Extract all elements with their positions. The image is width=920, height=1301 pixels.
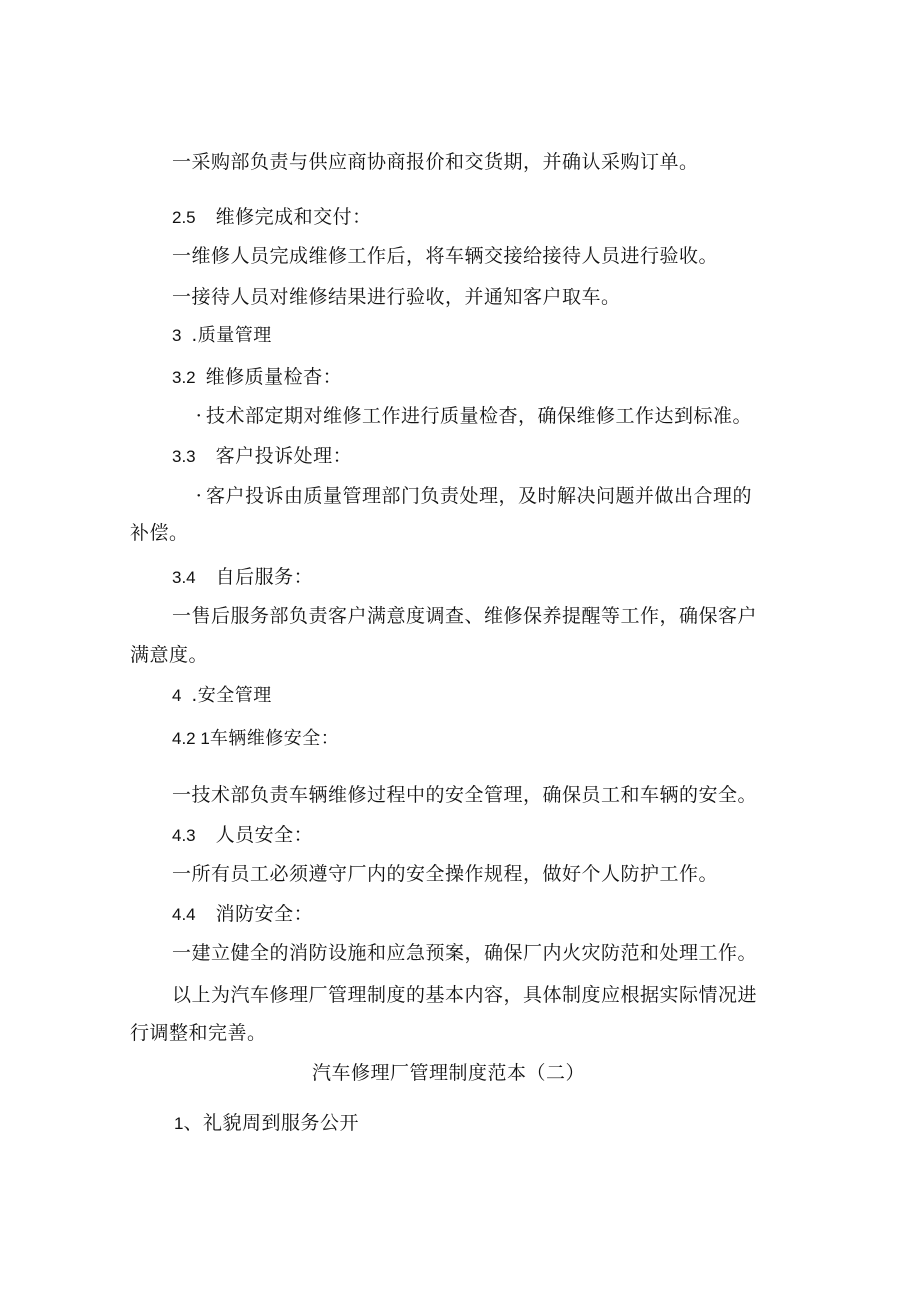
section-title: 、礼貌周到服务公开 — [183, 1112, 359, 1134]
text: 以上为汽车修理厂管理制度的基本内容，具体制度应根据实际情况进 — [172, 984, 758, 1006]
section-number: 1 — [174, 1114, 184, 1133]
text: 补偿。 — [130, 522, 189, 544]
section-number: 3.2 — [172, 368, 196, 387]
section-heading-4-2 — [172, 727, 339, 751]
paragraph-line — [130, 643, 208, 667]
title-text: 汽车修理厂管理制度范本（二） — [312, 1062, 586, 1084]
text: 一技术部负责车辆维修过程中的安全管理，确保员工和车辆的安全。 — [172, 784, 758, 806]
bullet-line — [192, 484, 752, 508]
bullet-dot: · — [195, 485, 203, 507]
section-title: 维修质量检杳： — [205, 366, 343, 388]
section-number: 2.5 — [172, 208, 196, 227]
section-heading-4-4 — [172, 902, 313, 927]
section-title: 自后服务： — [215, 566, 314, 588]
section-heading-3-3 — [172, 444, 352, 469]
text: 行调整和完善。 — [130, 1022, 267, 1044]
section-number: 3.4 — [172, 568, 196, 587]
section-title: 消防安全： — [215, 903, 314, 925]
text: 一采购部负责与供应商协商报价和交货期，并确认采购订单。 — [172, 151, 699, 173]
paragraph-line — [130, 1021, 267, 1045]
bullet-line — [192, 404, 752, 428]
paragraph-line — [172, 244, 718, 268]
section-title: 维修完成和交付： — [215, 206, 372, 228]
text: 一维修人员完成维修工作后，将车辆交接给接待人员进行验收。 — [172, 245, 719, 267]
text: 一接待人员对维修结果进行验收，并通知客户取车。 — [172, 286, 621, 308]
section-number: 3 — [172, 326, 182, 345]
text: 一售后服务部负责客户满意度调查、维修保养提醒等工作，确保客户 — [172, 605, 758, 627]
paragraph-line — [172, 941, 757, 965]
section-heading-4-3 — [172, 823, 313, 848]
section-number: 4.3 — [172, 826, 196, 845]
section-heading-3-2 — [172, 365, 342, 390]
paragraph-line — [172, 783, 757, 807]
section-title: .安全管理 — [191, 685, 272, 706]
section-title: .质量管理 — [191, 325, 272, 346]
section-number: 4 — [172, 686, 182, 705]
section-heading-2-5 — [172, 205, 372, 230]
bullet-dot: · — [195, 405, 203, 427]
paragraph-line — [172, 604, 757, 628]
document-title — [312, 1061, 585, 1085]
section-number: 4.4 — [172, 905, 196, 924]
section-heading-3-4 — [172, 565, 313, 590]
text: 一所有员工必须遵守厂内的安全操作规程，做好个人防护工作。 — [172, 863, 719, 885]
section-heading-1 — [174, 1111, 359, 1136]
section-title: 车辆维修安全： — [209, 728, 340, 749]
text: 一建立健全的消防设施和应急预案，确保厂内火灾防范和处理工作。 — [172, 942, 758, 964]
section-title: 人员安全： — [215, 824, 314, 846]
section-heading-3 — [172, 324, 272, 348]
paragraph-line — [172, 983, 757, 1007]
text: 满意度。 — [130, 644, 209, 666]
text: 客户投诉由质量管理部门负责处理，及时解决问题并做出合理的 — [206, 485, 753, 507]
section-number: 3.3 — [172, 447, 196, 466]
paragraph-line — [172, 285, 621, 309]
paragraph-line — [172, 862, 718, 886]
paragraph-line — [172, 150, 699, 174]
text: 技术部定期对维修工作进行质量检杳，确保维修工作达到标准。 — [206, 405, 753, 427]
section-heading-4 — [172, 684, 272, 708]
paragraph-line — [130, 521, 189, 545]
section-title: 客户投诉处理： — [215, 445, 353, 467]
section-number: 4.2 1 — [172, 729, 210, 748]
